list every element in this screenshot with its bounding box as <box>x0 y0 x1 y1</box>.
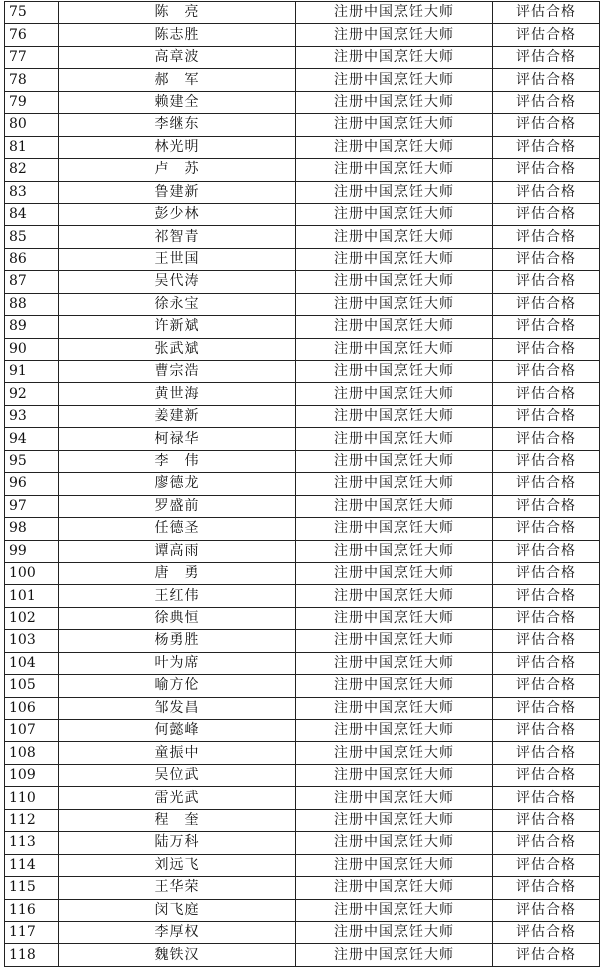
row-number: 99 <box>5 540 59 562</box>
person-name: 许新斌 <box>59 316 296 338</box>
row-number: 115 <box>5 877 59 899</box>
table-row <box>5 405 600 427</box>
person-name: 谭高雨 <box>59 540 296 562</box>
certification-title: 注册中国烹饪大师 <box>296 428 493 450</box>
row-number: 103 <box>5 630 59 652</box>
certification-title: 注册中国烹饪大师 <box>296 495 493 517</box>
row-number: 100 <box>5 562 59 584</box>
table-row <box>5 675 600 697</box>
table-row <box>5 69 600 91</box>
certification-title: 注册中国烹饪大师 <box>296 675 493 697</box>
row-number: 75 <box>5 2 59 24</box>
row-number: 81 <box>5 136 59 158</box>
assessment-status: 评估合格 <box>493 540 600 562</box>
table-row <box>5 944 600 966</box>
person-name: 王世国 <box>59 248 296 270</box>
certification-title: 注册中国烹饪大师 <box>296 24 493 46</box>
row-number: 93 <box>5 405 59 427</box>
table-row <box>5 2 600 24</box>
person-name: 高章波 <box>59 46 296 68</box>
row-number: 94 <box>5 428 59 450</box>
row-number: 76 <box>5 24 59 46</box>
person-name: 陈 亮 <box>59 2 296 24</box>
table-row <box>5 46 600 68</box>
row-number: 88 <box>5 293 59 315</box>
row-number: 105 <box>5 675 59 697</box>
assessment-status: 评估合格 <box>493 271 600 293</box>
certification-title: 注册中国烹饪大师 <box>296 405 493 427</box>
row-number: 91 <box>5 361 59 383</box>
table-row <box>5 809 600 831</box>
person-name: 雷光武 <box>59 787 296 809</box>
assessment-status: 评估合格 <box>493 652 600 674</box>
table-row <box>5 428 600 450</box>
assessment-status: 评估合格 <box>493 46 600 68</box>
certification-title: 注册中国烹饪大师 <box>296 742 493 764</box>
assessment-status: 评估合格 <box>493 338 600 360</box>
assessment-status: 评估合格 <box>493 2 600 24</box>
person-name: 卢 苏 <box>59 159 296 181</box>
table-row <box>5 720 600 742</box>
certification-title: 注册中国烹饪大师 <box>296 630 493 652</box>
table-row <box>5 203 600 225</box>
person-name: 曹宗浩 <box>59 361 296 383</box>
assessment-status: 评估合格 <box>493 921 600 943</box>
assessment-status: 评估合格 <box>493 293 600 315</box>
certification-title: 注册中国烹饪大师 <box>296 316 493 338</box>
table-row <box>5 361 600 383</box>
person-name: 程 奎 <box>59 809 296 831</box>
certification-title: 注册中国烹饪大师 <box>296 114 493 136</box>
certification-title: 注册中国烹饪大师 <box>296 899 493 921</box>
table-row <box>5 136 600 158</box>
row-number: 106 <box>5 697 59 719</box>
person-name: 彭少林 <box>59 203 296 225</box>
row-number: 83 <box>5 181 59 203</box>
table-row <box>5 787 600 809</box>
assessment-status: 评估合格 <box>493 697 600 719</box>
row-number: 95 <box>5 450 59 472</box>
certification-title: 注册中国烹饪大师 <box>296 854 493 876</box>
table-row <box>5 921 600 943</box>
assessment-status: 评估合格 <box>493 787 600 809</box>
certification-title: 注册中国烹饪大师 <box>296 271 493 293</box>
certification-title: 注册中国烹饪大师 <box>296 69 493 91</box>
row-number: 108 <box>5 742 59 764</box>
person-name: 祁智青 <box>59 226 296 248</box>
assessment-status: 评估合格 <box>493 226 600 248</box>
assessment-status: 评估合格 <box>493 742 600 764</box>
table-row <box>5 338 600 360</box>
row-number: 77 <box>5 46 59 68</box>
person-name: 鲁建新 <box>59 181 296 203</box>
person-name: 吴位武 <box>59 764 296 786</box>
assessment-status: 评估合格 <box>493 518 600 540</box>
person-name: 唐 勇 <box>59 562 296 584</box>
row-number: 96 <box>5 473 59 495</box>
table-row <box>5 607 600 629</box>
certification-title: 注册中国烹饪大师 <box>296 226 493 248</box>
table-row <box>5 271 600 293</box>
assessment-status: 评估合格 <box>493 473 600 495</box>
certification-title: 注册中国烹饪大师 <box>296 203 493 225</box>
certification-title: 注册中国烹饪大师 <box>296 361 493 383</box>
table-row <box>5 877 600 899</box>
row-number: 110 <box>5 787 59 809</box>
row-number: 79 <box>5 91 59 113</box>
person-name: 李厚权 <box>59 921 296 943</box>
assessment-status: 评估合格 <box>493 877 600 899</box>
row-number: 97 <box>5 495 59 517</box>
person-name: 姜建新 <box>59 405 296 427</box>
row-number: 86 <box>5 248 59 270</box>
person-name: 黄世海 <box>59 383 296 405</box>
person-name: 叶为席 <box>59 652 296 674</box>
assessment-status: 评估合格 <box>493 562 600 584</box>
person-name: 何懿峰 <box>59 720 296 742</box>
person-name: 杨勇胜 <box>59 630 296 652</box>
person-name: 郝 军 <box>59 69 296 91</box>
certification-title: 注册中国烹饪大师 <box>296 832 493 854</box>
person-name: 魏铁汉 <box>59 944 296 966</box>
assessment-status: 评估合格 <box>493 383 600 405</box>
person-name: 喻方伦 <box>59 675 296 697</box>
assessment-status: 评估合格 <box>493 361 600 383</box>
row-number: 107 <box>5 720 59 742</box>
table-row <box>5 630 600 652</box>
table-row <box>5 293 600 315</box>
certification-title: 注册中国烹饪大师 <box>296 764 493 786</box>
person-name: 陆万科 <box>59 832 296 854</box>
assessment-status: 评估合格 <box>493 854 600 876</box>
row-number: 78 <box>5 69 59 91</box>
person-name: 赖建全 <box>59 91 296 113</box>
assessment-status: 评估合格 <box>493 944 600 966</box>
row-number: 118 <box>5 944 59 966</box>
table-row <box>5 248 600 270</box>
row-number: 104 <box>5 652 59 674</box>
row-number: 112 <box>5 809 59 831</box>
roster-table-body <box>5 2 600 967</box>
certification-title: 注册中国烹饪大师 <box>296 46 493 68</box>
certification-title: 注册中国烹饪大师 <box>296 607 493 629</box>
person-name: 徐典恒 <box>59 607 296 629</box>
table-row <box>5 495 600 517</box>
certification-title: 注册中国烹饪大师 <box>296 585 493 607</box>
certification-title: 注册中国烹饪大师 <box>296 450 493 472</box>
certification-title: 注册中国烹饪大师 <box>296 338 493 360</box>
certification-title: 注册中国烹饪大师 <box>296 540 493 562</box>
person-name: 张武斌 <box>59 338 296 360</box>
table-row <box>5 742 600 764</box>
certification-title: 注册中国烹饪大师 <box>296 944 493 966</box>
table-row <box>5 585 600 607</box>
table-row <box>5 518 600 540</box>
assessment-status: 评估合格 <box>493 405 600 427</box>
assessment-status: 评估合格 <box>493 630 600 652</box>
assessment-status: 评估合格 <box>493 495 600 517</box>
table-row <box>5 540 600 562</box>
roster-table <box>4 1 600 967</box>
certification-title: 注册中国烹饪大师 <box>296 383 493 405</box>
row-number: 82 <box>5 159 59 181</box>
table-row <box>5 383 600 405</box>
table-row <box>5 91 600 113</box>
certification-title: 注册中国烹饪大师 <box>296 473 493 495</box>
table-row <box>5 697 600 719</box>
table-row <box>5 832 600 854</box>
assessment-status: 评估合格 <box>493 607 600 629</box>
certification-title: 注册中国烹饪大师 <box>296 809 493 831</box>
person-name: 罗盛前 <box>59 495 296 517</box>
assessment-status: 评估合格 <box>493 316 600 338</box>
assessment-status: 评估合格 <box>493 114 600 136</box>
row-number: 101 <box>5 585 59 607</box>
row-number: 87 <box>5 271 59 293</box>
table-row <box>5 450 600 472</box>
row-number: 90 <box>5 338 59 360</box>
certification-title: 注册中国烹饪大师 <box>296 136 493 158</box>
person-name: 童振中 <box>59 742 296 764</box>
table-row <box>5 316 600 338</box>
certification-title: 注册中国烹饪大师 <box>296 181 493 203</box>
certification-title: 注册中国烹饪大师 <box>296 562 493 584</box>
assessment-status: 评估合格 <box>493 675 600 697</box>
table-row <box>5 854 600 876</box>
row-number: 102 <box>5 607 59 629</box>
certification-title: 注册中国烹饪大师 <box>296 921 493 943</box>
assessment-status: 评估合格 <box>493 248 600 270</box>
assessment-status: 评估合格 <box>493 181 600 203</box>
table-row <box>5 226 600 248</box>
table-row <box>5 181 600 203</box>
assessment-status: 评估合格 <box>493 809 600 831</box>
assessment-status: 评估合格 <box>493 428 600 450</box>
person-name: 林光明 <box>59 136 296 158</box>
person-name: 徐永宝 <box>59 293 296 315</box>
person-name: 柯禄华 <box>59 428 296 450</box>
row-number: 92 <box>5 383 59 405</box>
certification-title: 注册中国烹饪大师 <box>296 518 493 540</box>
table-row <box>5 764 600 786</box>
assessment-status: 评估合格 <box>493 203 600 225</box>
certification-title: 注册中国烹饪大师 <box>296 787 493 809</box>
assessment-status: 评估合格 <box>493 136 600 158</box>
assessment-status: 评估合格 <box>493 899 600 921</box>
table-row <box>5 473 600 495</box>
certification-title: 注册中国烹饪大师 <box>296 877 493 899</box>
row-number: 116 <box>5 899 59 921</box>
assessment-status: 评估合格 <box>493 585 600 607</box>
row-number: 85 <box>5 226 59 248</box>
person-name: 任德圣 <box>59 518 296 540</box>
row-number: 89 <box>5 316 59 338</box>
table-row <box>5 114 600 136</box>
person-name: 王华荣 <box>59 877 296 899</box>
person-name: 廖德龙 <box>59 473 296 495</box>
person-name: 陈志胜 <box>59 24 296 46</box>
row-number: 98 <box>5 518 59 540</box>
assessment-status: 评估合格 <box>493 832 600 854</box>
assessment-status: 评估合格 <box>493 764 600 786</box>
row-number: 80 <box>5 114 59 136</box>
certification-title: 注册中国烹饪大师 <box>296 293 493 315</box>
certification-title: 注册中国烹饪大师 <box>296 91 493 113</box>
person-name: 刘远飞 <box>59 854 296 876</box>
table-row <box>5 562 600 584</box>
person-name: 王红伟 <box>59 585 296 607</box>
table-row <box>5 159 600 181</box>
assessment-status: 评估合格 <box>493 24 600 46</box>
certification-title: 注册中国烹饪大师 <box>296 652 493 674</box>
certification-title: 注册中国烹饪大师 <box>296 697 493 719</box>
row-number: 117 <box>5 921 59 943</box>
table-row <box>5 24 600 46</box>
person-name: 吴代涛 <box>59 271 296 293</box>
table-row <box>5 899 600 921</box>
person-name: 闵飞庭 <box>59 899 296 921</box>
assessment-status: 评估合格 <box>493 69 600 91</box>
table-row <box>5 652 600 674</box>
assessment-status: 评估合格 <box>493 450 600 472</box>
row-number: 109 <box>5 764 59 786</box>
assessment-status: 评估合格 <box>493 159 600 181</box>
row-number: 113 <box>5 832 59 854</box>
certification-title: 注册中国烹饪大师 <box>296 159 493 181</box>
assessment-status: 评估合格 <box>493 91 600 113</box>
certification-title: 注册中国烹饪大师 <box>296 2 493 24</box>
person-name: 李 伟 <box>59 450 296 472</box>
row-number: 114 <box>5 854 59 876</box>
certification-title: 注册中国烹饪大师 <box>296 720 493 742</box>
person-name: 邹发昌 <box>59 697 296 719</box>
row-number: 84 <box>5 203 59 225</box>
person-name: 李继东 <box>59 114 296 136</box>
assessment-status: 评估合格 <box>493 720 600 742</box>
certification-title: 注册中国烹饪大师 <box>296 248 493 270</box>
